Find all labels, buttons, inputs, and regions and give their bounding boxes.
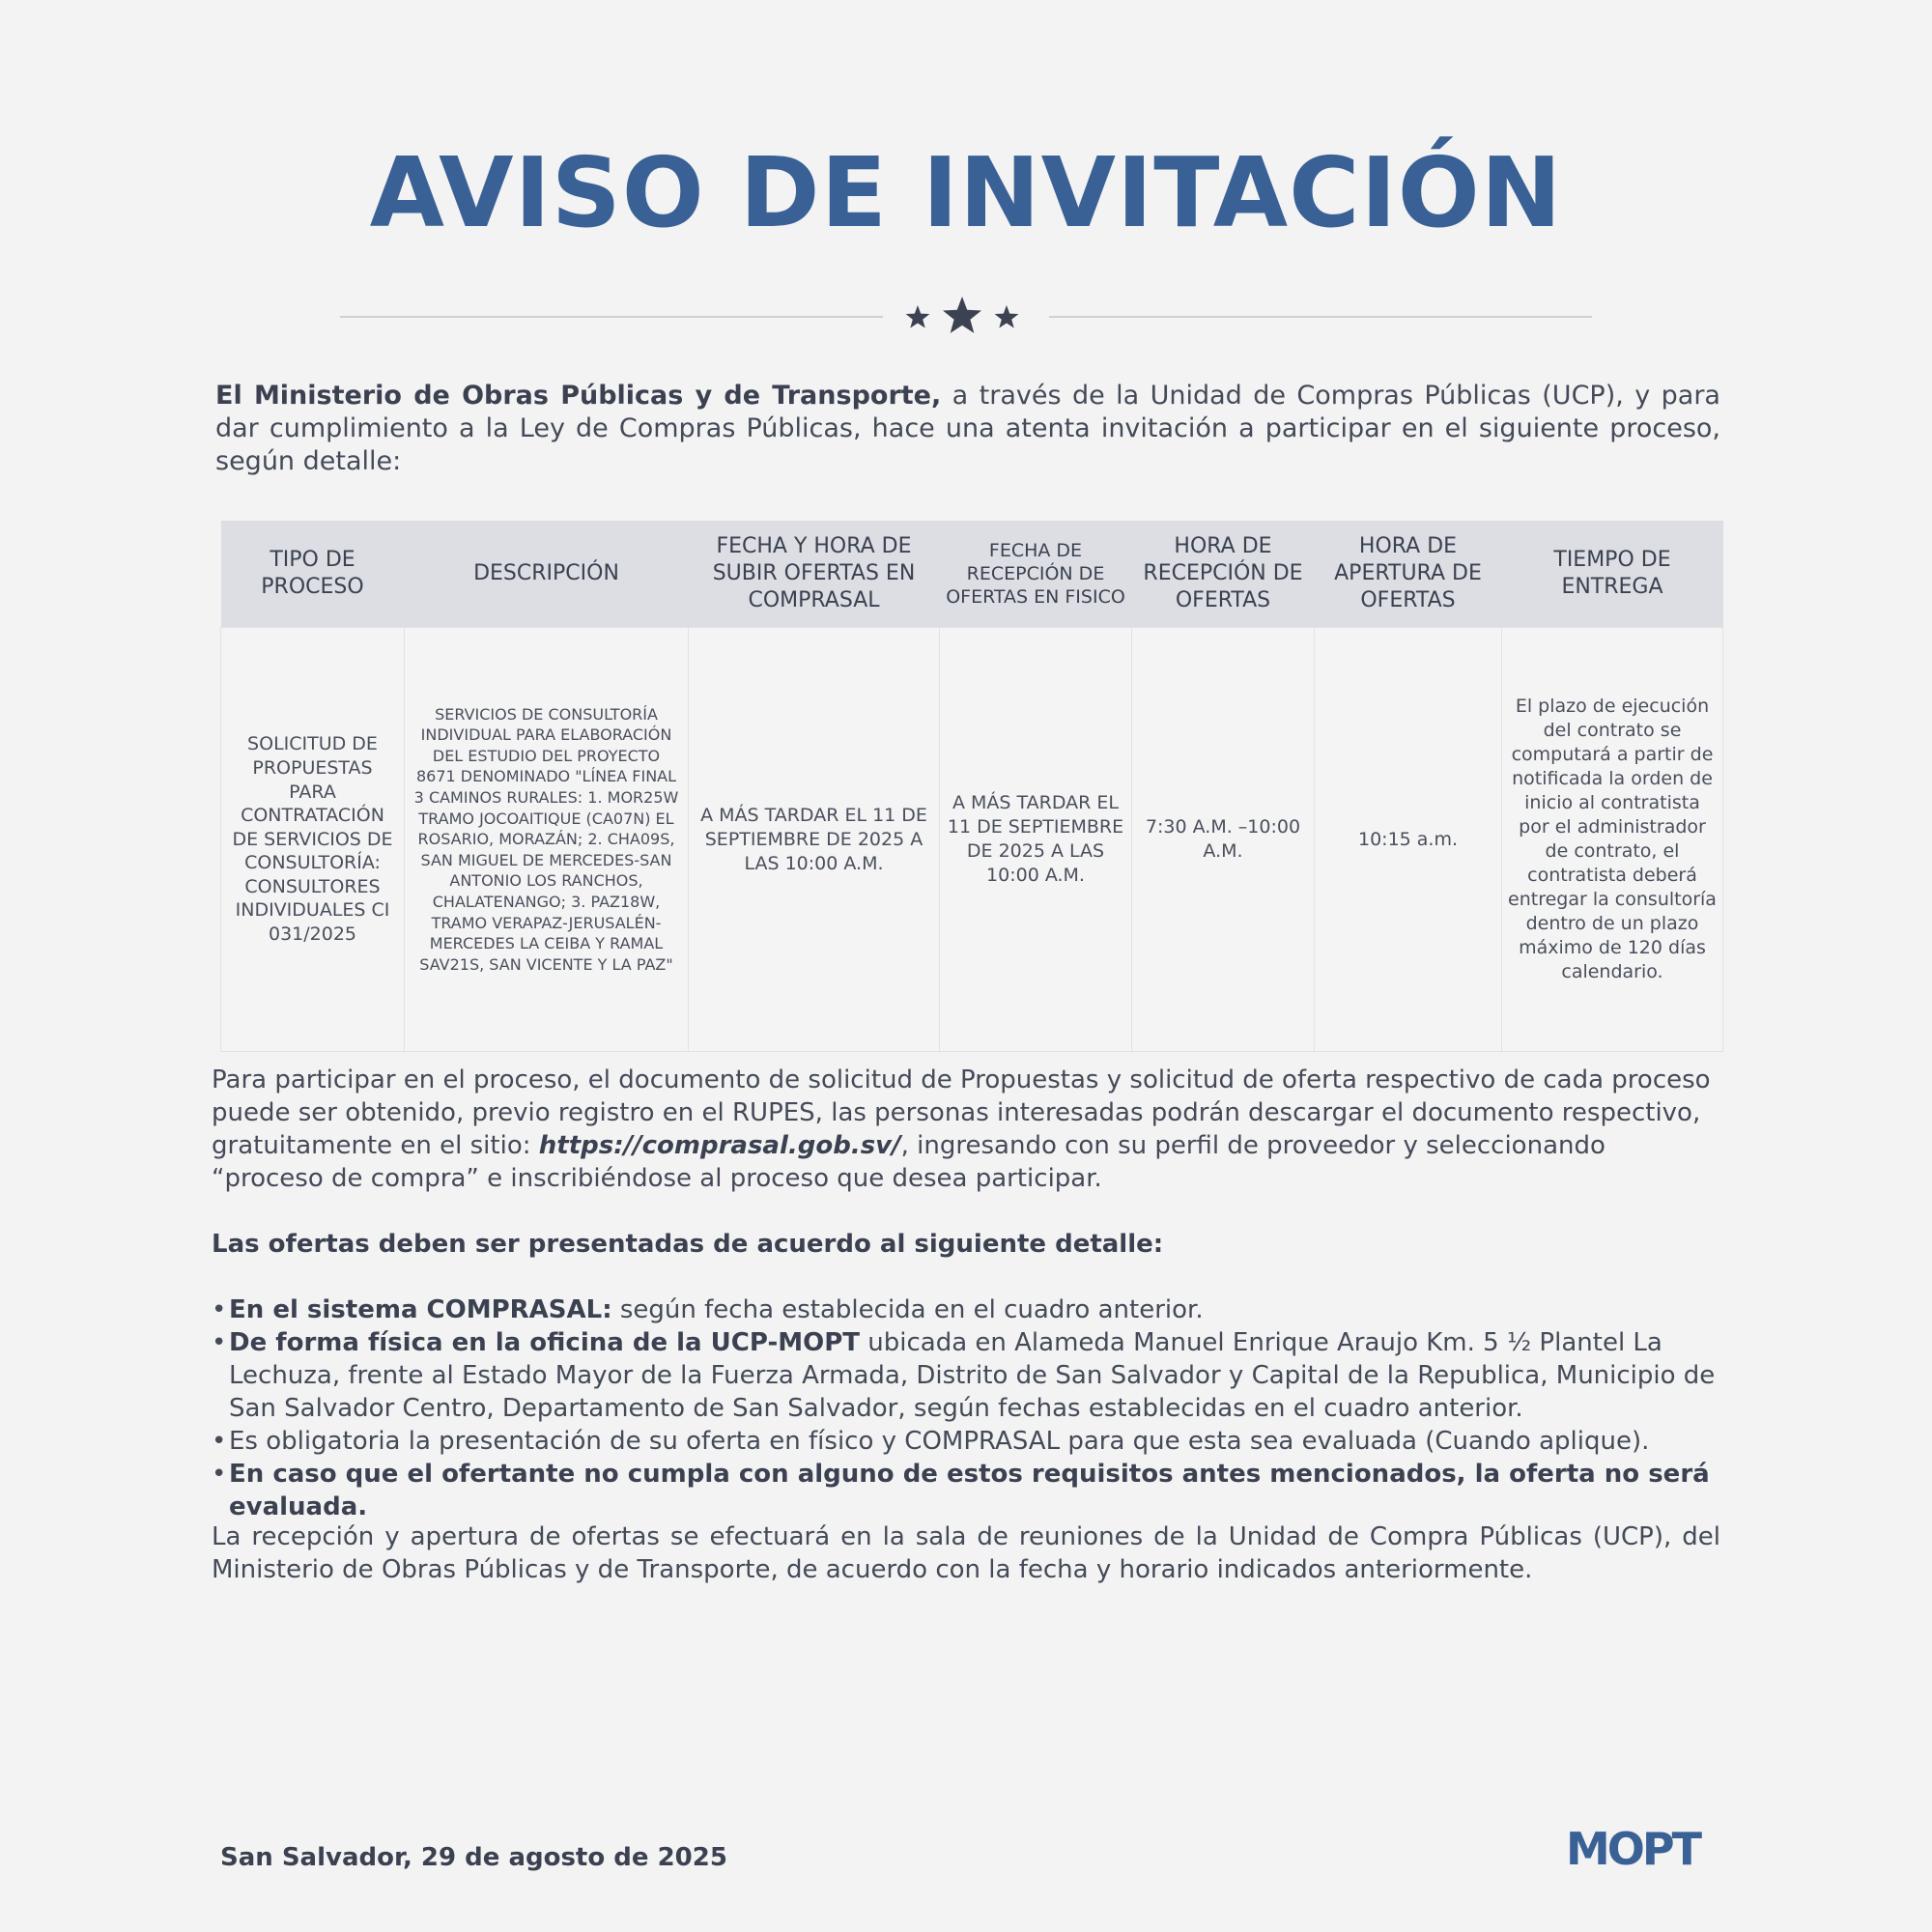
- header-descripcion: DESCRIPCIÓN: [405, 521, 689, 628]
- svg-text:MOPT: MOPT: [1566, 1824, 1699, 1872]
- header-tiempo-entrega: TIEMPO DE ENTREGA: [1502, 521, 1723, 628]
- cell-tiempo-entrega: El plazo de ejecución del contrato se computará a partir de notificada la orden de inicio al contratista por el administrador de contrato, el contratista deberá entregar la consultoría dentro de un plazo máximo de 120 días calendario.: [1502, 628, 1723, 1052]
- intro-paragraph: [215, 380, 1720, 478]
- header-fecha-fisico: FECHA DE RECEPCIÓN DE OFERTAS EN FISICO: [940, 521, 1132, 628]
- intro-ministry-name: El Ministerio de Obras Públicas y de Transporte,: [215, 381, 942, 411]
- table-row: [221, 628, 1723, 1052]
- list-item: • Es obligatoria la presentación de su oferta en físico y COMPRASAL para que esta sea evaluada (Cuando aplique).: [212, 1425, 1720, 1458]
- footer-date: San Salvador, 29 de agosto de 2025: [220, 1843, 727, 1872]
- list-item: • De forma física en la oficina de la UCP-MOPT ubicada en Alameda Manuel Enrique Araujo Km. 5 ½ Plantel La Lechuza, frente al Estado Mayor de la Fuerza Armada, Distrito de San Salvador y Capital de la Republica, Municipio de San Salvador Centro, Departamento de San Salvador, según fechas establecidas en el cuadro anterior.: [212, 1326, 1720, 1425]
- star-small-left-icon: [906, 305, 930, 328]
- header-fecha-compras: FECHA Y HORA DE SUBIR OFERTAS EN COMPRASAL: [689, 521, 940, 628]
- header-hora-apertura: HORA DE APERTURA DE OFERTAS: [1315, 521, 1502, 628]
- table-header-row: [221, 521, 1723, 628]
- header-tipo-proceso: TIPO DE PROCESO: [221, 521, 405, 628]
- cell-hora-recepcion: 7:30 A.M. –10:00 A.M.: [1132, 628, 1315, 1052]
- participation-text: Para participar en el proceso, el documento de solicitud de Propuestas y solicitud de oferta respectivo de cada proceso puede ser obtenido, previo registro en el RUPES, las personas interesadas podrán descargar el documento respectivo, gratuitamente en el sitio:: [212, 1065, 1711, 1160]
- closing-paragraph: La recepción y apertura de ofertas se efectuará en la sala de reuniones de la Unidad de Compra Públicas (UCP), del Ministerio de Obras Públicas y de Transporte, de acuerdo con la fecha y horario indicados anteriormente.: [212, 1522, 1720, 1584]
- intro-text: a través de la Unidad de Compras Públicas (UCP), y para dar cumplimiento a la Ley de Compras Públicas, hace una atenta invitación a participar en el siguiente proceso, según detalle:: [215, 381, 1720, 476]
- comprasal-link[interactable]: https://comprasal.gob.sv/: [538, 1131, 901, 1160]
- page-title: AVISO DE INVITACIÓN: [369, 136, 1563, 249]
- process-table: [220, 521, 1723, 1052]
- offers-heading: Las ofertas deben ser presentadas de acuerdo al siguiente detalle:: [212, 1230, 1164, 1259]
- list-item: • En caso que el ofertante no cumpla con alguno de estos requisitos antes mencionados, la oferta no será evaluada.: [212, 1458, 1720, 1523]
- cell-fecha-fisico: A MÁS TARDAR EL 11 DE SEPTIEMBRE DE 2025 A LAS 10:00 A.M.: [940, 628, 1132, 1052]
- star-small-right-icon: [995, 305, 1019, 328]
- participation-paragraph: [212, 1064, 1720, 1195]
- cell-fecha-compras: A MÁS TARDAR EL 11 DE SEPTIEMBRE DE 2025 A LAS 10:00 A.M.: [689, 628, 940, 1052]
- list-item: • En el sistema COMPRASAL: según fecha establecida en el cuadro anterior.: [212, 1293, 1720, 1326]
- divider-line-right: [1049, 316, 1592, 318]
- header-hora-recepcion: HORA DE RECEPCIÓN DE OFERTAS: [1132, 521, 1315, 628]
- title-divider: [340, 290, 1592, 348]
- participation-text-after: , ingresando con su perfil de proveedor y seleccionando “proceso de compra” e inscribiéndose al proceso que desea participar.: [212, 1131, 1605, 1193]
- offers-list: [212, 1293, 1720, 1523]
- three-stars-icon: [898, 290, 1034, 348]
- cell-descripcion: SERVICIOS DE CONSULTORÍA INDIVIDUAL PARA ELABORACIÓN DEL ESTUDIO DEL PROYECTO 8671 DENOMINADO "LÍNEA FINAL 3 CAMINOS RURALES: 1. MOR25W TRAMO JOCOAITIQUE (CA07N) EL ROSARIO, MORAZÁN; 2. CHA09S, SAN MIGUEL DE MERCEDES-SAN ANTONIO LOS RANCHOS, CHALATENANGO; 3. PAZ18W, TRAMO VERAPAZ-JERUSALÉN-MERCEDES LA CEIBA Y RAMAL SAV21S, SAN VICENTE Y LA PAZ": [405, 628, 689, 1052]
- divider-line-left: [340, 316, 883, 318]
- cell-tipo-proceso: SOLICITUD DE PROPUESTAS PARA CONTRATACIÓN DE SERVICIOS DE CONSULTORÍA: CONSULTORES INDIVIDUALES CI 031/2025: [221, 628, 405, 1052]
- cell-hora-apertura: 10:15 a.m.: [1315, 628, 1502, 1052]
- star-large-center-icon: [943, 297, 981, 333]
- mopt-logo: [1557, 1824, 1708, 1872]
